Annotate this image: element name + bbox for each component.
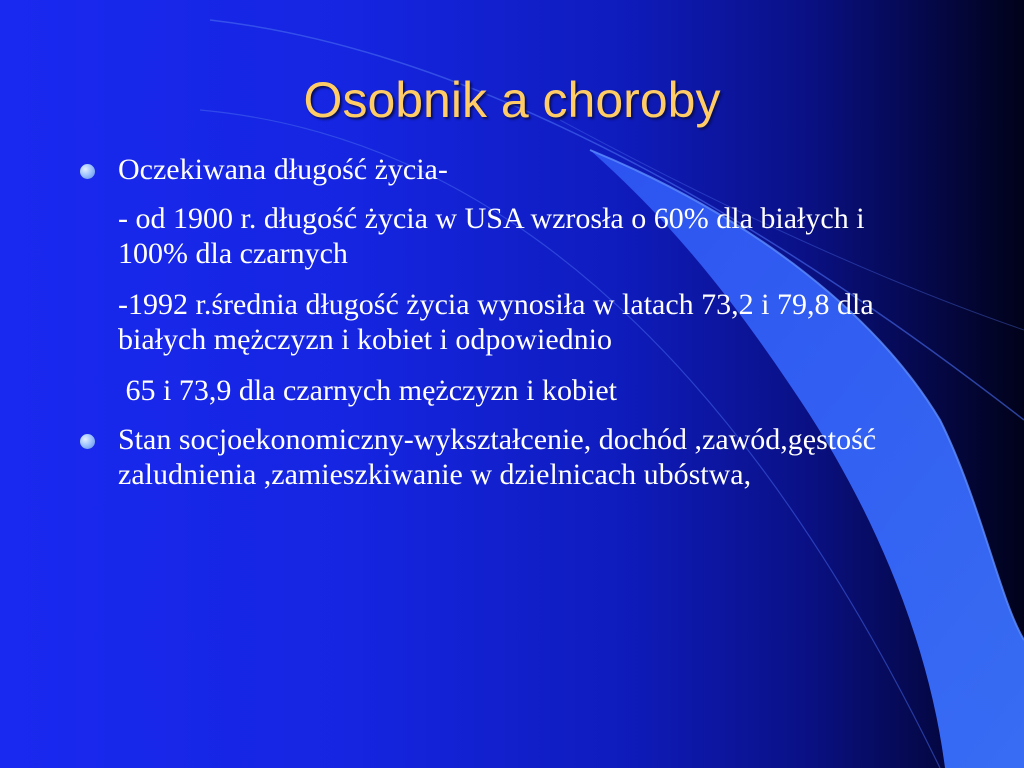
sub-paragraph-text: - od 1900 r. długość życia w USA wzrosła o 60% dla białych i 100% dla czarnych [118, 202, 865, 270]
sub-paragraph-usa-growth [80, 201, 900, 271]
slide-title: Osobnik a choroby [303, 72, 721, 128]
sub-paragraph-black-values [80, 373, 900, 408]
slide-body [80, 152, 900, 504]
bullet-dot-icon [80, 434, 95, 449]
bullet-item-life-expectancy [80, 152, 900, 187]
bullet-text: Stan socjoekonomiczny-wykształcenie, dochód ,zawód,gęstość zaludnienia ,zamieszkiwanie w dzielnicach ubóstwa, [118, 423, 877, 491]
sub-paragraph-text: -1992 r.średnia długość życia wynosiła w latach 73,2 i 79,8 dla białych mężczyzn i kobiet i odpowiednio [118, 288, 874, 356]
bullet-dot-icon [80, 164, 95, 179]
bullet-text: Oczekiwana długość życia- [118, 153, 448, 186]
sub-paragraph-text: 65 i 73,9 dla czarnych mężczyzn i kobiet [118, 374, 617, 407]
bullet-item-socioeconomic [80, 422, 900, 492]
sub-paragraph-1992-average [80, 287, 900, 357]
